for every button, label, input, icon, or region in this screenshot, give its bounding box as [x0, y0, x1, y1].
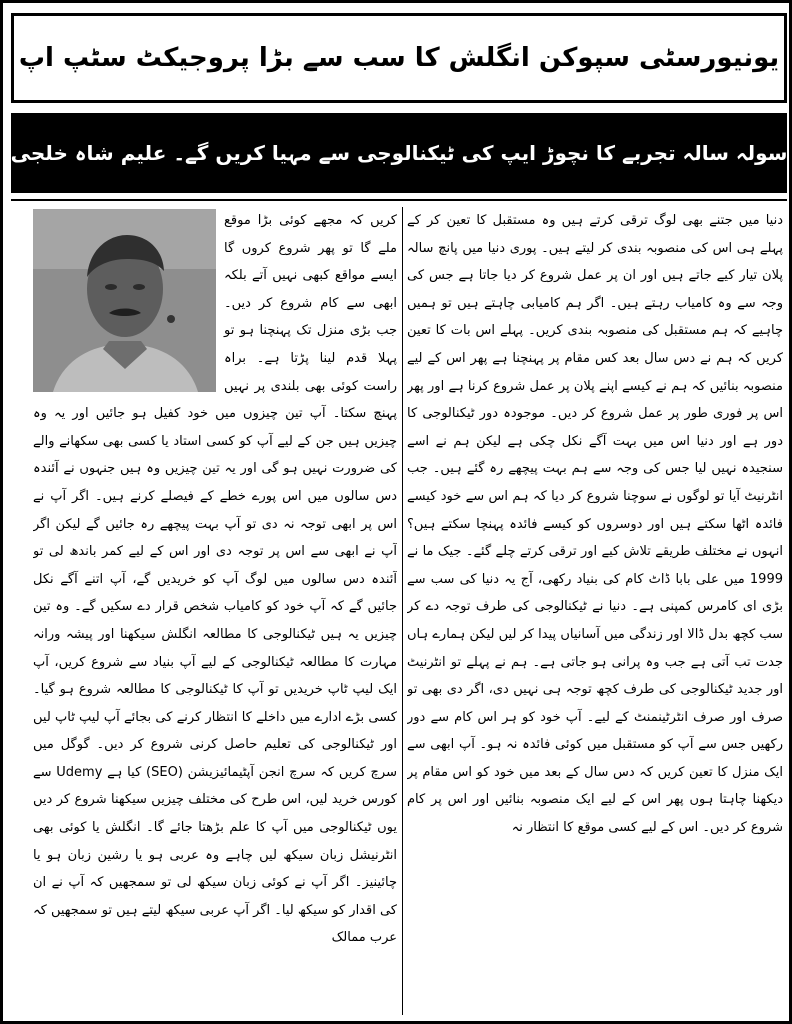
- headline: یونیورسٹی سپوکن انگلش کا سب سے بڑا پروجیکٹ سٹپ اپ: [11, 13, 787, 103]
- article-text-left: کریں کہ مجھے کوئی بڑا موقع ملے گا تو پھر شروع کروں گا ایسے مواقع کبھی نہیں آتے بلکہ ابھی سے کام شروع کر دیں۔ جب بڑی منزل تک پہنچنا ہو تو پہلا قدم لینا پڑتا ہے۔ براہ راست کوئی بھی بلندی پر نہیں پہنچ سکتا۔ آپ تین چیزوں میں خود کفیل ہو جائیں اور یہ وہ چیزیں ہیں جن کے لیے آپ کو کسی استاد یا کسی بھی سکھانے والے کی ضرورت نہیں ہو گی اور یہ تین چیزیں وہ ہیں جنہوں نے آئندہ دس سالوں میں اس پورے خطے کے فیصلے کرنے ہیں۔ اگر آپ نے اس پر ابھی توجہ نہ دی تو آپ بہت پیچھے رہ جائیں گے لیکن اگر آپ نے ابھی سے اس پر توجہ دی اور اس کے لیے کمر باندھ لی تو آئندہ دس سالوں میں لوگ آپ کو خریدیں گے، آپ اتنے آگے نکل جائیں گے کہ آپ خود کو کامیاب شخص قرار دے سکیں گے۔ وہ تین چیزیں یہ ہیں ٹیکنالوجی کا مطالعہ انگلش سیکھنا اور پیشہ ورانہ مہارت کا مطالعہ ٹیکنالوجی کے لیے آپ بنیاد سے شروع کریں، آپ ایک لیپ ٹاپ خریدیں تو آپ کا ٹیکنالوجی کا مطالعہ شروع ہو گیا۔ کسی بڑے ادارے میں داخلے کا انتظار کرنے کی بجائے آپ لیپ ٹاپ لیں اور ٹیکنالوجی کی تعلیم حاصل کرنی شروع کر دیں۔ گوگل میں سرچ کریں کہ سرچ انجن آپٹیمائیزیشن (SEO) کیا ہے Udemy سے کورس خرید لیں، اس طرح کی مختلف چیزیں سیکھنا شروع کر دیں یوں ٹیکنالوجی میں آپ کا علم بڑھتا جائے گا۔ انگلش یا کوئی بھی انٹرنیشل زبان سیکھ لیں چاہے وہ عربی ہو یا رشین زبان ہو یا چائینیز۔ اگر آپ نے کوئی زبان سیکھ لی تو سمجھیں کہ آپ نے ان کی اقدار کو سیکھ لیا۔ اگر آپ عربی سیکھ لیتے ہیں تو سمجھیں کہ عرب ممالک: [33, 213, 397, 946]
- divider: [11, 199, 787, 201]
- article-column-left: [33, 207, 397, 1017]
- person-photo: [33, 209, 216, 392]
- portrait-icon: [33, 209, 216, 392]
- article-column-right: [407, 207, 783, 1017]
- subheadline: سولہ سالہ تجربے کا نچوڑ ایپ کی ٹیکنالوجی سے مہیا کریں گے۔ علیم شاہ خلجی: [11, 113, 787, 193]
- column-rule: [402, 207, 403, 1015]
- article-text-right: دنیا میں جتنے بھی لوگ ترقی کرتے ہیں وہ مستقبل کا تعین کر کے پہلے ہی اس کی منصوبہ بندی کر لیتے ہیں۔ پوری دنیا میں پانچ سالہ پلان تیار کیے جاتے ہیں اور ان پر عمل شروع کر دیا جاتا ہے جس کی وجہ سے وہ کامیاب رہتے ہیں۔ اگر ہم کامیابی چاہتے ہیں تو ہمیں چاہیے کہ ہم مستقبل کی منصوبہ بندی کریں۔ پہلے اس بات کا تعین کریں کہ ہم نے دس سال بعد کس مقام پر پہنچنا ہے پھر اس کے لیے منصوبہ بنائیں کہ ہم نے کیسے اپنے پلان پر عمل شروع کرنا ہے اور پھر اس پر فوری طور پر عمل شروع کر دیں۔ موجودہ دور ٹیکنالوجی کا دور ہے اور دنیا اس میں بہت آگے نکل چکی ہے لیکن ہم نے اسے سنجیدہ نہیں لیا جس کی وجہ سے ہم بہت پیچھے رہ گئے ہیں۔ جب انٹرنیٹ آیا تو لوگوں نے سوچنا شروع کر دیا کہ ہم اس سے خود کیسے فائدہ اٹھا سکتے ہیں اور دوسروں کو کیسے فائدہ پہنچا سکتے ہیں؟ انہوں نے مختلف طریقے تلاش کیے اور ترقی کرتے چلے گئے۔ جیک ما نے 1999 میں علی بابا ڈاٹ کام کی بنیاد رکھی، آج یہ دنیا کی سب سے بڑی ای کامرس کمپنی ہے۔ دنیا نے ٹیکنالوجی کی طرف توجہ دے کر سب کچھ بدل ڈالا اور زندگی میں آسانیاں پیدا کر لیں لیکن ہمارے ہاں جدت تب آتی ہے جب وہ پرانی ہو جاتی ہے۔ ہم نے پہلے تو انٹرنیٹ اور جدید ٹیکنالوجی کی طرف کچھ توجہ ہی نہیں دی، اگر دی بھی تو صرف اور صرف انٹرٹینمنٹ کے لیے۔ آپ خود کو ہر اس کام سے دور رکھیں جس سے آپ کو مستقبل میں کوئی فائدہ نہ ہو۔ آپ ابھی سے ایک منزل کا تعین کریں کہ دس سال کے بعد میں خود کو اس مقام پر دیکھنا چاہتا ہوں پھر اس کے لیے ایک منصوبہ بنائیں اور اس پر کام شروع کر دیں۔ اس کے لیے کسی موقع کا انتظار نہ: [407, 213, 783, 836]
